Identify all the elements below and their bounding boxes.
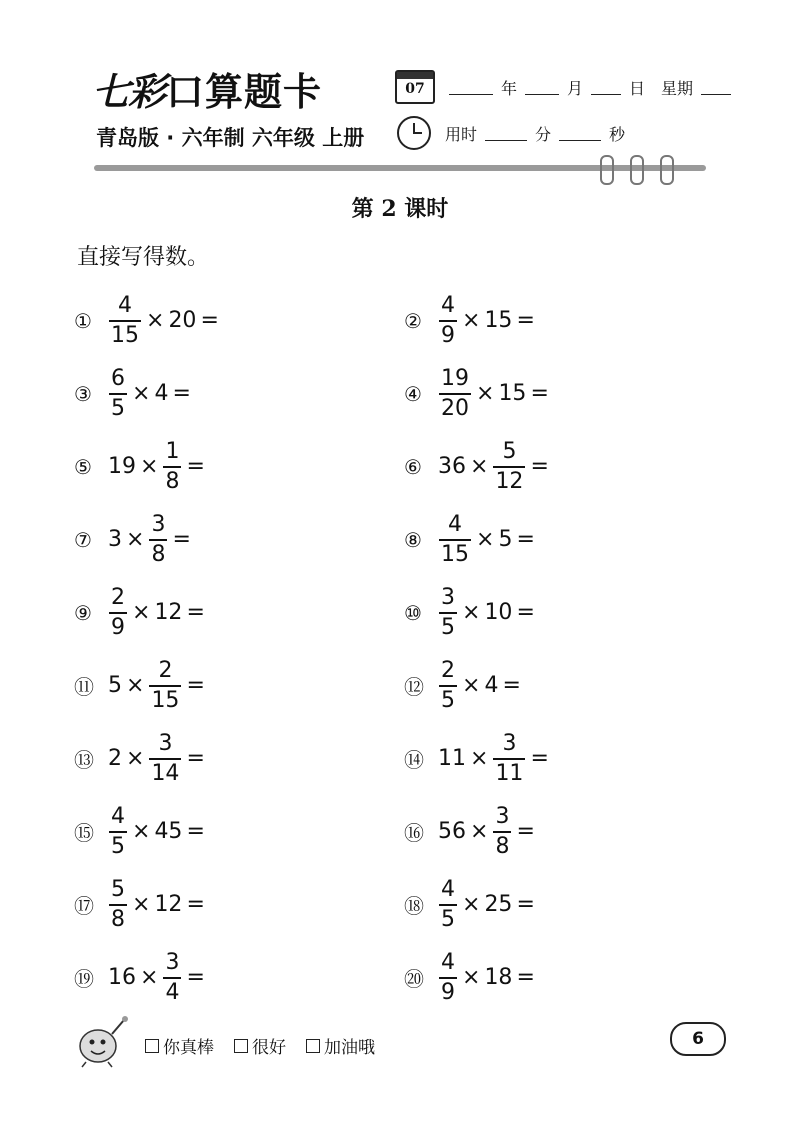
year-label: 年 xyxy=(501,78,518,98)
problem-number: ⑰ xyxy=(74,894,94,918)
problem-number: ⑥ xyxy=(404,454,422,479)
instruction-text: 直接写得数。 xyxy=(77,245,210,270)
fraction-bar xyxy=(163,977,181,979)
integer-operand: 15 xyxy=(498,381,527,406)
fraction-denominator: 9 xyxy=(441,979,455,1005)
problem-item xyxy=(404,576,734,649)
operator: = xyxy=(172,381,191,406)
fraction-bar xyxy=(109,904,127,906)
operator: = xyxy=(502,673,521,698)
fraction-denominator: 5 xyxy=(441,906,455,932)
integer-operand: 5 xyxy=(498,527,513,552)
operator: = xyxy=(172,527,191,552)
problem-item xyxy=(404,722,734,795)
problem-item xyxy=(74,357,404,430)
fraction-numerator: 3 xyxy=(165,949,180,975)
fraction-bar xyxy=(163,466,181,468)
rating-option[interactable] xyxy=(145,1033,214,1058)
integer-operand: 5 xyxy=(108,673,122,698)
fraction-bar xyxy=(439,977,457,979)
problem-number: ⑮ xyxy=(74,821,94,845)
integer-operand: 20 xyxy=(168,308,197,333)
alarm-clock-icon xyxy=(397,116,431,150)
fraction-numerator: 4 xyxy=(111,803,125,829)
fraction-denominator: 8 xyxy=(151,541,166,567)
integer-operand: 45 xyxy=(154,819,183,844)
fraction xyxy=(439,951,457,1005)
problem-number: ⑫ xyxy=(404,675,424,699)
brand-logo xyxy=(92,66,322,116)
problem-number: ⑱ xyxy=(404,894,424,918)
fraction-denominator: 8 xyxy=(111,906,125,932)
fraction-numerator: 5 xyxy=(502,438,517,464)
integer-operand: 12 xyxy=(154,892,183,917)
problem-number: ⑤ xyxy=(74,454,92,479)
fraction-numerator: 6 xyxy=(111,365,125,391)
year-blank[interactable] xyxy=(449,80,493,95)
problem-number: ⑬ xyxy=(74,748,94,772)
integer-operand: 4 xyxy=(484,673,499,698)
integer-operand: 12 xyxy=(154,600,183,625)
problem-item xyxy=(74,649,404,722)
fraction xyxy=(439,367,471,421)
fraction-denominator: 8 xyxy=(165,468,180,494)
integer-operand: 4 xyxy=(154,381,169,406)
operator: × xyxy=(470,454,489,479)
problem-item xyxy=(404,795,734,868)
operator: × xyxy=(476,527,495,552)
problem-number: ④ xyxy=(404,381,422,406)
operator: × xyxy=(476,381,495,406)
operator: = xyxy=(186,600,205,625)
rating-label: 你真棒 xyxy=(163,1038,214,1058)
operator: = xyxy=(516,892,535,917)
fraction-bar xyxy=(493,466,525,468)
date-row xyxy=(395,70,735,104)
brand-mark: 七彩 xyxy=(92,69,165,114)
fraction-bar xyxy=(109,831,127,833)
operator: × xyxy=(462,673,481,698)
problem-row xyxy=(74,941,734,1014)
fraction-denominator: 5 xyxy=(441,687,455,713)
operator: = xyxy=(186,819,205,844)
integer-operand: 3 xyxy=(108,527,122,552)
fraction-bar xyxy=(439,904,457,906)
operator: = xyxy=(516,308,535,333)
fraction-bar xyxy=(149,685,181,687)
problem-row xyxy=(74,284,734,357)
operator: = xyxy=(200,308,219,333)
fraction-bar xyxy=(149,758,181,760)
problem-number: ⑩ xyxy=(404,600,422,625)
operator: × xyxy=(126,746,145,771)
problem-item xyxy=(74,503,404,576)
operator: × xyxy=(140,454,159,479)
self-rating xyxy=(145,1033,375,1058)
fraction-numerator: 4 xyxy=(441,876,455,902)
rating-label: 很好 xyxy=(252,1038,286,1058)
problem-number: ⑧ xyxy=(404,527,422,552)
seconds-label: 秒 xyxy=(609,124,626,144)
fraction-numerator: 2 xyxy=(158,657,173,683)
operator: = xyxy=(516,819,535,844)
problem-number: ⑦ xyxy=(74,527,92,552)
month-blank[interactable] xyxy=(525,80,559,95)
problem-number: ⑯ xyxy=(404,821,424,845)
fraction-denominator: 4 xyxy=(165,979,180,1005)
lesson-title: 第 2 课时 xyxy=(351,196,449,222)
fraction xyxy=(439,659,457,713)
fraction-bar xyxy=(439,539,471,541)
operator: = xyxy=(530,381,549,406)
fraction-bar xyxy=(493,831,511,833)
problem-number: ① xyxy=(74,308,92,333)
fraction-numerator: 3 xyxy=(151,511,166,537)
fraction xyxy=(109,367,127,421)
problem-row xyxy=(74,503,734,576)
fraction-denominator: 8 xyxy=(495,833,510,859)
fraction xyxy=(493,805,511,859)
fraction-denominator: 5 xyxy=(441,614,455,640)
fraction-denominator: 15 xyxy=(151,687,180,713)
problem-row xyxy=(74,722,734,795)
integer-operand: 18 xyxy=(484,965,513,990)
problem-item xyxy=(74,284,404,357)
problem-number: ③ xyxy=(74,381,92,406)
problem-item xyxy=(404,941,734,1014)
problem-row xyxy=(74,649,734,722)
operator: × xyxy=(462,965,481,990)
fraction-numerator: 2 xyxy=(441,657,455,683)
fraction xyxy=(163,951,181,1005)
fraction-bar xyxy=(493,758,525,760)
fraction-bar xyxy=(439,393,471,395)
fraction-numerator: 3 xyxy=(495,803,510,829)
minutes-label: 分 xyxy=(535,124,552,144)
fraction-numerator: 19 xyxy=(441,365,469,391)
integer-operand: 10 xyxy=(484,600,513,625)
binder-ring-icon xyxy=(630,155,644,185)
checkbox-icon[interactable] xyxy=(234,1039,248,1053)
fraction-denominator: 14 xyxy=(151,760,180,786)
fraction xyxy=(439,513,471,567)
fraction xyxy=(109,294,141,348)
fraction-numerator: 3 xyxy=(502,730,517,756)
fraction-denominator: 5 xyxy=(111,395,125,421)
problem-row xyxy=(74,868,734,941)
time-used-label: 用时 xyxy=(445,124,478,144)
fraction-numerator: 3 xyxy=(158,730,173,756)
problem-row xyxy=(74,357,734,430)
fraction-numerator: 4 xyxy=(118,292,132,318)
fraction-bar xyxy=(109,393,127,395)
operator: = xyxy=(186,673,205,698)
problem-number: ⑳ xyxy=(404,967,424,991)
problem-number: ② xyxy=(404,308,422,333)
binder-ring-icon xyxy=(600,155,614,185)
mascot-icon xyxy=(72,1012,132,1068)
fraction xyxy=(149,659,181,713)
problem-item xyxy=(74,795,404,868)
fraction xyxy=(149,513,167,567)
calendar-icon xyxy=(395,70,435,104)
problem-grid xyxy=(74,284,734,1014)
problem-number: ⑭ xyxy=(404,748,424,772)
problem-item xyxy=(404,649,734,722)
operator: × xyxy=(462,892,481,917)
integer-operand: 25 xyxy=(484,892,513,917)
fraction-denominator: 12 xyxy=(495,468,524,494)
integer-operand: 56 xyxy=(438,819,466,844)
problem-item xyxy=(74,722,404,795)
rating-option[interactable] xyxy=(306,1033,375,1058)
fraction-bar xyxy=(109,320,141,322)
integer-operand: 11 xyxy=(438,746,466,771)
calendar-number: 07 xyxy=(405,81,425,97)
page-number: 6 xyxy=(670,1022,726,1056)
day-label: 日 xyxy=(629,78,646,98)
fraction-numerator: 3 xyxy=(441,584,455,610)
fraction-denominator: 15 xyxy=(111,322,139,348)
fraction-bar xyxy=(439,320,457,322)
problem-item xyxy=(74,868,404,941)
operator: = xyxy=(516,527,535,552)
fraction-numerator: 1 xyxy=(165,438,180,464)
operator: = xyxy=(186,746,205,771)
problem-item xyxy=(404,503,734,576)
operator: × xyxy=(140,965,159,990)
operator: × xyxy=(132,892,151,917)
weekday-label: 星期 xyxy=(661,78,694,98)
seconds-blank[interactable] xyxy=(559,126,601,141)
problem-row xyxy=(74,576,734,649)
fraction-bar xyxy=(109,612,127,614)
edition-label: 青岛版 · 六年制 六年级 上册 xyxy=(96,126,365,150)
fraction xyxy=(149,732,181,786)
rating-label: 加油哦 xyxy=(324,1038,375,1058)
checkbox-icon[interactable] xyxy=(145,1039,159,1053)
problem-item xyxy=(404,357,734,430)
problem-item xyxy=(74,430,404,503)
checkbox-icon[interactable] xyxy=(306,1039,320,1053)
integer-operand: 2 xyxy=(108,746,122,771)
fraction-bar xyxy=(149,539,167,541)
operator: = xyxy=(516,600,535,625)
operator: = xyxy=(186,892,205,917)
operator: × xyxy=(462,600,481,625)
problem-row xyxy=(74,430,734,503)
binder-ring-icon xyxy=(660,155,674,185)
operator: = xyxy=(516,965,535,990)
operator: × xyxy=(462,308,481,333)
integer-operand: 16 xyxy=(108,965,136,990)
fraction-denominator: 20 xyxy=(441,395,469,421)
time-row xyxy=(395,116,629,150)
problem-item xyxy=(74,576,404,649)
operator: × xyxy=(146,308,165,333)
operator: = xyxy=(530,454,549,479)
fraction xyxy=(109,805,127,859)
fraction-denominator: 9 xyxy=(111,614,125,640)
fraction-denominator: 11 xyxy=(495,760,524,786)
day-blank[interactable] xyxy=(591,80,621,95)
operator: × xyxy=(470,819,489,844)
fraction xyxy=(163,440,181,494)
integer-operand: 36 xyxy=(438,454,466,479)
integer-operand: 19 xyxy=(108,454,136,479)
problem-row xyxy=(74,795,734,868)
fraction-numerator: 5 xyxy=(111,876,125,902)
fraction xyxy=(493,440,525,494)
operator: × xyxy=(470,746,489,771)
operator: × xyxy=(126,527,145,552)
month-label: 月 xyxy=(567,78,584,98)
fraction-numerator: 4 xyxy=(441,949,455,975)
problem-item xyxy=(404,430,734,503)
operator: × xyxy=(132,819,151,844)
operator: × xyxy=(132,381,151,406)
fraction-bar xyxy=(439,685,457,687)
fraction xyxy=(109,878,127,932)
rating-option[interactable] xyxy=(234,1033,286,1058)
fraction-denominator: 5 xyxy=(111,833,125,859)
operator: = xyxy=(530,746,549,771)
fraction-bar xyxy=(439,612,457,614)
minutes-blank[interactable] xyxy=(485,126,527,141)
operator: × xyxy=(132,600,151,625)
fraction-numerator: 4 xyxy=(441,292,455,318)
problem-item xyxy=(404,868,734,941)
problem-item xyxy=(404,284,734,357)
fraction xyxy=(439,586,457,640)
fraction xyxy=(439,294,457,348)
fraction xyxy=(439,878,457,932)
problem-number: ⑲ xyxy=(74,967,94,991)
binder-rings xyxy=(600,155,674,185)
weekday-blank[interactable] xyxy=(701,80,731,95)
fraction xyxy=(493,732,525,786)
brand-title: 口算题卡 xyxy=(166,70,323,114)
fraction-numerator: 2 xyxy=(111,584,125,610)
operator: × xyxy=(126,673,145,698)
operator: = xyxy=(186,965,205,990)
fraction xyxy=(109,586,127,640)
fraction-denominator: 15 xyxy=(441,541,469,567)
problem-number: ⑪ xyxy=(74,675,94,699)
fraction-numerator: 4 xyxy=(448,511,462,537)
problem-number: ⑨ xyxy=(74,600,92,625)
operator: = xyxy=(186,454,205,479)
integer-operand: 15 xyxy=(484,308,513,333)
problem-item xyxy=(74,941,404,1014)
fraction-denominator: 9 xyxy=(441,322,455,348)
